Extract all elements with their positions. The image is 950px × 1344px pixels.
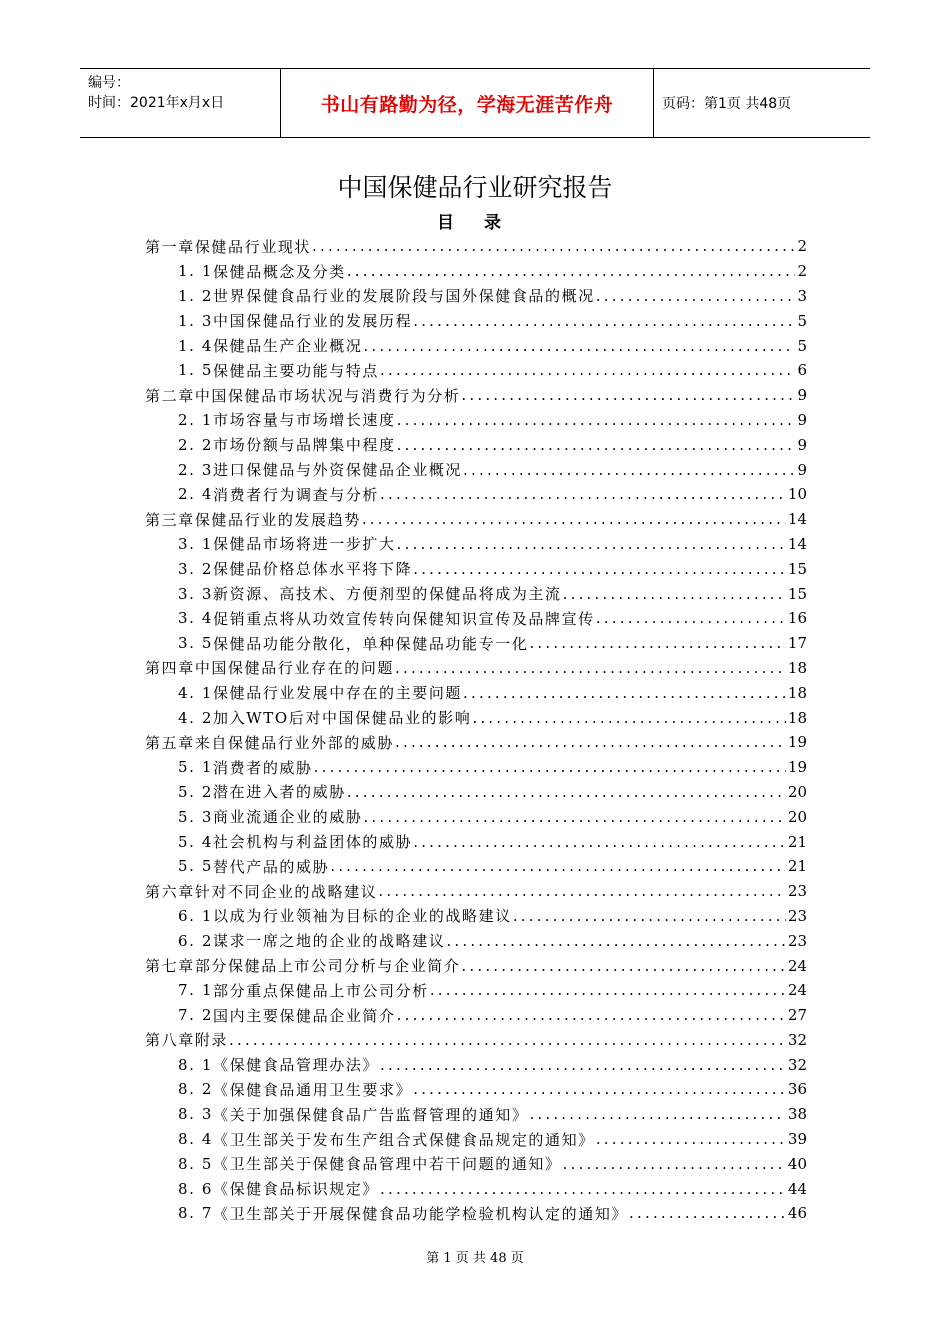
toc-dot-leader (314, 758, 786, 776)
toc-dot-leader (312, 237, 795, 255)
toc-entry-label: 加入WTO后对中国保健品业的影响 (213, 709, 472, 728)
toc-section-entry[interactable] (145, 780, 807, 805)
toc-entry-page: 39 (787, 1130, 807, 1149)
toc-entry-page: 9 (797, 460, 807, 479)
toc-dot-leader (395, 659, 786, 677)
toc-entry-label: 保健品行业的发展趋势 (194, 510, 361, 529)
toc-dot-leader (446, 932, 785, 950)
toc-entry-label: 保健品生产企业概况 (213, 337, 363, 356)
toc-entry-number: 5. 2 (178, 782, 214, 801)
page-footer: 第 1 页 共 48 页 (426, 1251, 524, 1266)
toc-entry-number: 3. 4 (178, 609, 214, 628)
toc-dot-leader (397, 1006, 786, 1024)
toc-entry-page: 19 (787, 733, 807, 752)
toc-entry-number: 3. 2 (178, 559, 214, 578)
toc-dot-leader (529, 1105, 785, 1123)
toc-entry-page: 2 (797, 262, 807, 281)
toc-entry-number: 第五章 (145, 733, 195, 752)
toc-entry-label: 保健品市场将进一步扩大 (213, 535, 396, 554)
toc-entry-page: 5 (797, 311, 807, 330)
toc-entry-label: 中国保健品行业的发展历程 (213, 312, 413, 331)
toc-entry-number: 2. 1 (178, 410, 214, 429)
toc-dot-leader (395, 733, 786, 751)
toc-dot-leader (413, 833, 786, 851)
toc-entry-number: 6. 2 (178, 931, 214, 950)
toc-entry-label: 部分保健品上市公司分析与企业简介 (194, 957, 461, 975)
toc-entry-number: 8. 1 (178, 1055, 214, 1074)
toc-title: 目 录 (437, 213, 513, 233)
toc-entry-page: 14 (787, 510, 807, 529)
toc-entry-number: 7. 2 (178, 1006, 214, 1025)
toc-entry-number: 3. 3 (178, 584, 214, 603)
toc-entry-page: 17 (787, 634, 807, 653)
toc-entry-label: 以成为行业领袖为目标的企业的战略建议 (213, 907, 512, 926)
toc-entry-number: 1. 2 (178, 286, 214, 305)
toc-entry-page: 32 (787, 1030, 807, 1049)
toc-chapter-entry[interactable] (145, 1028, 807, 1053)
toc-section-entry[interactable] (145, 680, 807, 705)
toc-entry-label: 保健品概念及分类 (213, 262, 346, 281)
toc-entry-number: 1. 3 (178, 311, 214, 330)
toc-entry-number: 第八章 (145, 1031, 195, 1050)
toc-entry-page: 44 (787, 1179, 807, 1198)
toc-entry-number: 1. 1 (178, 262, 214, 281)
toc-section-entry[interactable] (145, 904, 807, 929)
toc-chapter-entry[interactable] (145, 507, 807, 532)
toc-entry-number: 6. 1 (178, 906, 214, 925)
toc-entry-number: 8. 7 (178, 1204, 214, 1223)
time-label: 时间：2021年x月x日 (88, 95, 225, 111)
toc-entry-number: 第一章 (145, 237, 195, 256)
toc-dot-leader (330, 857, 786, 875)
toc-entry-page: 21 (787, 832, 807, 851)
toc-dot-leader (347, 262, 796, 280)
toc-section-entry[interactable] (145, 755, 807, 780)
toc-entry-label: 保健品行业现状 (194, 237, 312, 256)
toc-entry-number: 5. 5 (178, 857, 214, 876)
toc-section-entry[interactable] (145, 358, 807, 383)
toc-entry-page: 5 (797, 336, 807, 355)
toc-entry-page: 18 (787, 658, 807, 677)
toc-dot-leader (413, 1080, 786, 1098)
toc-section-entry[interactable] (145, 1176, 807, 1201)
toc-entry-label: 促销重点将从功效宣传转向保健知识宣传及品牌宣传 (213, 609, 595, 628)
toc-dot-leader (363, 337, 795, 355)
toc-entry-label: 社会机构与利益团体的威胁 (213, 833, 413, 852)
toc-entry-label: 部分重点保健品上市公司分析 (213, 981, 429, 1000)
toc-dot-leader (380, 1056, 786, 1074)
toc-section-entry[interactable] (145, 581, 807, 606)
toc-entry-page: 3 (797, 286, 807, 305)
toc-entry-number: 第七章 (145, 957, 195, 975)
toc-entry-page: 20 (787, 782, 807, 801)
toc-entry-label: 替代产品的威胁 (213, 857, 330, 876)
toc-dot-leader (461, 386, 795, 404)
toc-entry-number: 2. 2 (178, 435, 214, 454)
toc-entry-label: 《卫生部关于保健食品管理中若干问题的通知》 (213, 1155, 562, 1174)
toc-entry-number: 第四章 (145, 659, 195, 678)
toc-dot-leader (596, 609, 786, 627)
toc-section-entry[interactable] (145, 854, 807, 879)
toc-dot-leader (397, 436, 796, 454)
toc-entry-page: 24 (787, 956, 807, 975)
toc-entry-number: 8. 3 (178, 1105, 214, 1124)
toc-section-entry[interactable] (145, 482, 807, 507)
toc-section-entry[interactable] (145, 804, 807, 829)
toc-dot-leader (397, 411, 796, 429)
toc-section-entry[interactable] (145, 284, 807, 309)
toc-entry-page: 15 (787, 559, 807, 578)
toc-dot-leader (563, 1155, 786, 1173)
toc-entry-page: 23 (787, 882, 807, 901)
toc-section-entry[interactable] (145, 829, 807, 854)
toc-entry-label: 《卫生部关于开展保健食品功能学检验机构认定的通知》 (213, 1204, 629, 1223)
toc-chapter-entry[interactable] (145, 730, 807, 755)
toc-entry-label: 保健品行业发展中存在的主要问题 (213, 684, 463, 703)
toc-section-entry[interactable] (145, 1127, 807, 1152)
toc-entry-number: 5. 4 (178, 832, 214, 851)
toc-section-entry[interactable] (145, 1052, 807, 1077)
toc-chapter-entry[interactable] (145, 879, 807, 904)
toc-section-entry[interactable] (145, 457, 807, 482)
toc-entry-page: 21 (787, 857, 807, 876)
toc-entry-number: 5. 1 (178, 758, 214, 777)
toc-entry-number: 5. 3 (178, 807, 214, 826)
toc-dot-leader (430, 981, 786, 999)
toc-entry-label: 《保健食品管理办法》 (213, 1056, 380, 1075)
toc-section-entry[interactable] (145, 705, 807, 730)
toc-section-entry[interactable] (145, 1077, 807, 1102)
toc-entry-number: 4. 2 (178, 708, 214, 727)
toc-section-entry[interactable] (145, 1102, 807, 1127)
toc-entry-number: 第二章 (145, 386, 195, 405)
toc-dot-leader (513, 907, 786, 925)
toc-entry-page: 38 (787, 1105, 807, 1124)
toc-dot-leader (563, 585, 786, 603)
toc-section-entry[interactable] (145, 1151, 807, 1176)
toc-entry-number: 2. 4 (178, 485, 214, 504)
toc-entry-page: 40 (787, 1154, 807, 1173)
toc-entry-label: 市场容量与市场增长速度 (213, 411, 396, 430)
header-meta (80, 69, 281, 137)
toc-entry-label: 谋求一席之地的企业的战略建议 (213, 932, 446, 951)
toc-dot-leader (472, 709, 786, 727)
toc-chapter-entry[interactable] (145, 953, 807, 978)
toc-entry-page: 9 (797, 386, 807, 405)
toc-section-entry[interactable] (145, 1003, 807, 1028)
toc-entry-number: 3. 5 (178, 634, 214, 653)
toc-entry-number: 1. 4 (178, 336, 214, 355)
toc-dot-leader (463, 684, 786, 702)
toc-entry-label: 进口保健品与外资保健品企业概况 (213, 461, 463, 480)
toc-entry-page: 18 (787, 708, 807, 727)
toc-section-entry[interactable] (145, 532, 807, 557)
toc-dot-leader (397, 535, 786, 553)
toc-dot-leader (378, 882, 785, 900)
toc-entry-page: 24 (787, 981, 807, 1000)
toc-dot-leader (596, 1130, 786, 1148)
toc-section-entry[interactable] (145, 928, 807, 953)
document-title: 中国保健品行业研究报告 (337, 173, 613, 202)
toc-dot-leader (380, 485, 786, 503)
toc-entry-number: 7. 1 (178, 981, 214, 1000)
toc-entry-page: 2 (797, 237, 807, 256)
toc-entry-label: 世界保健食品行业的发展阶段与国外保健食品的概况 (213, 287, 595, 306)
toc-dot-leader (413, 312, 795, 330)
toc-section-entry[interactable] (145, 308, 807, 333)
toc-entry-page: 32 (787, 1055, 807, 1074)
toc-section-entry[interactable] (145, 631, 807, 656)
toc-entry-page: 9 (797, 410, 807, 429)
toc-entry-label: 中国保健品行业存在的问题 (194, 659, 395, 678)
toc-entry-page: 6 (797, 361, 807, 380)
toc-entry-page: 18 (787, 683, 807, 702)
toc-section-entry[interactable] (145, 333, 807, 358)
toc-dot-leader (461, 957, 785, 975)
toc-entry-number: 第六章 (145, 882, 195, 901)
header-page-info: 页码：第1页 共48页 (662, 96, 792, 112)
toc-entry-page: 23 (787, 931, 807, 950)
toc-entry-page: 9 (797, 435, 807, 454)
toc-entry-label: 《卫生部关于发布生产组合式保健食品规定的通知》 (213, 1130, 595, 1149)
toc-dot-leader (529, 634, 785, 652)
table-of-contents (145, 234, 807, 1226)
toc-entry-page: 23 (787, 906, 807, 925)
toc-section-entry[interactable] (145, 259, 807, 284)
toc-dot-leader (229, 1031, 786, 1049)
toc-entry-page: 15 (787, 584, 807, 603)
toc-section-entry[interactable] (145, 978, 807, 1003)
toc-entry-label: 保健品功能分散化，单种保健品功能专一化 (213, 634, 529, 653)
toc-entry-page: 14 (787, 534, 807, 553)
toc-entry-number: 8. 4 (178, 1130, 214, 1149)
header-motto: 书山有路勤为径，学海无涯苦作舟 (320, 93, 614, 116)
toc-entry-label: 国内主要保健品企业简介 (213, 1006, 396, 1025)
toc-entry-label: 针对不同企业的战略建议 (194, 882, 378, 901)
toc-entry-page: 46 (787, 1204, 807, 1223)
toc-entry-label: 保健品主要功能与特点 (213, 361, 380, 380)
toc-dot-leader (363, 808, 785, 826)
toc-section-entry[interactable] (145, 1201, 807, 1226)
toc-dot-leader (362, 510, 786, 528)
toc-entry-page: 27 (787, 1006, 807, 1025)
toc-entry-label: 潜在进入者的威胁 (213, 783, 346, 802)
toc-section-entry[interactable] (145, 556, 807, 581)
toc-entry-number: 4. 1 (178, 683, 214, 702)
toc-entry-label: 保健品价格总体水平将下降 (213, 560, 413, 579)
toc-dot-leader (596, 287, 796, 305)
toc-chapter-entry[interactable] (145, 383, 807, 408)
toc-entry-number: 第三章 (145, 510, 195, 529)
toc-entry-label: 《保健食品标识规定》 (213, 1180, 380, 1199)
toc-entry-number: 8. 2 (178, 1080, 214, 1099)
toc-entry-page: 16 (787, 609, 807, 628)
toc-dot-leader (380, 1180, 786, 1198)
toc-entry-label: 市场份额与品牌集中程度 (213, 436, 396, 455)
header-motto-cell (281, 69, 654, 137)
serial-label: 编号： (88, 75, 130, 91)
toc-entry-page: 10 (787, 485, 807, 504)
toc-entry-label: 来自保健品行业外部的威胁 (194, 733, 395, 752)
toc-chapter-entry[interactable] (145, 234, 807, 259)
toc-entry-page: 36 (787, 1080, 807, 1099)
toc-dot-leader (413, 560, 786, 578)
toc-section-entry[interactable] (145, 408, 807, 433)
toc-entry-label: 《保健食品通用卫生要求》 (213, 1080, 413, 1099)
toc-section-entry[interactable] (145, 432, 807, 457)
toc-section-entry[interactable] (145, 606, 807, 631)
toc-dot-leader (629, 1204, 786, 1222)
toc-entry-page: 20 (787, 807, 807, 826)
toc-entry-label: 新资源、高技术、方便剂型的保健品将成为主流 (213, 585, 562, 604)
toc-entry-number: 2. 3 (178, 460, 214, 479)
toc-entry-label: 消费者行为调查与分析 (213, 485, 380, 504)
toc-entry-label: 中国保健品市场状况与消费行为分析 (194, 386, 461, 405)
toc-entry-label: 《关于加强保健食品广告监督管理的通知》 (213, 1105, 529, 1124)
toc-entry-number: 1. 5 (178, 361, 214, 380)
toc-entry-label: 附录 (194, 1031, 229, 1050)
toc-dot-leader (463, 461, 795, 479)
toc-entry-number: 8. 6 (178, 1179, 214, 1198)
toc-entry-label: 消费者的威胁 (213, 758, 313, 777)
document-header (80, 68, 870, 138)
toc-entry-label: 商业流通企业的威胁 (213, 808, 363, 827)
toc-entry-number: 8. 5 (178, 1154, 214, 1173)
toc-chapter-entry[interactable] (145, 656, 807, 681)
toc-entry-number: 3. 1 (178, 534, 214, 553)
toc-dot-leader (347, 783, 786, 801)
toc-dot-leader (380, 361, 795, 379)
toc-entry-page: 19 (787, 758, 807, 777)
